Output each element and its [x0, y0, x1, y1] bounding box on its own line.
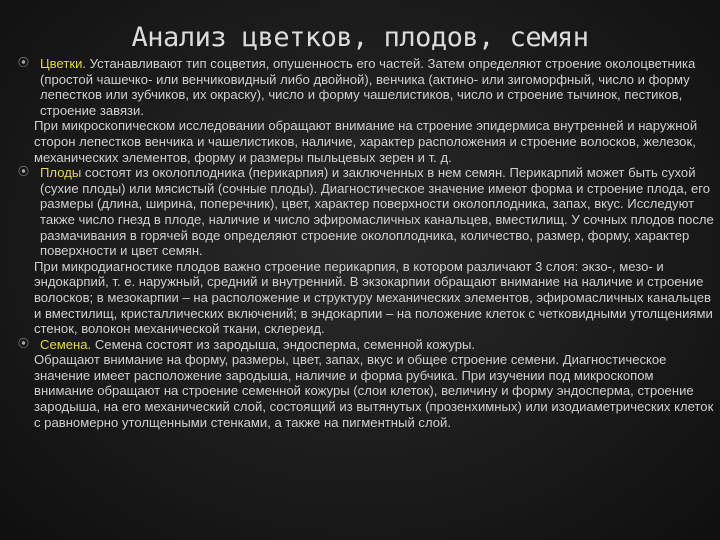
target-bullet-icon: ⦿	[18, 57, 29, 69]
paragraph-text: При микродиагностике плодов важно строение перикарпия, в котором различают 3 слоя: экзо-, мезо- и эндокарпий, т. е. наружный, средний и внутренний. В экзокарпии обращают внимание на наличие и строение волосков; в мезокарпии – на расположение и структуру механических элементов, эфиромасличных канальцев и вместилищ, кристаллических включений; в эндокарпии – на положение клеток с четковидными утолщениями стенок, волокон механической ткани, склереид.	[34, 258, 713, 337]
paragraph-text: При микроскопическом исследовании обращают внимание на строение эпидермиса внутренней и наружной сторон лепестков венчика и чашелистиков, наличие, характер расположения и строение волосков, железок, механических элементов, форму и размеры пыльцевых зерен и т. д.	[34, 118, 698, 165]
paragraph-text: состоят из околоплодника (перикарпия) и заключенных в нем семян. Перикарпий может быть сухой (сухие плоды) или мясистый (сочные плоды). Диагностическое значение имеют форма и строение плода, его размеры (длина, ширина, поперечник), цвет, характер поверхности околоплодника, запах, вкус. Исследуют также число гнезд в плоде, наличие и число эфиромасличных канальцев, вместилищ. У сочных плодов после размачивания в горячей воде определяют строение околоплодника, количество, размер, форму, характер поверхности и цвет семян.	[40, 165, 714, 259]
lead-in-seeds: Семена.	[40, 336, 92, 352]
paragraph-text: Семена состоят из зародыша, эндосперма, семенной кожуры.	[91, 336, 476, 352]
lead-in-fruits: Плоды	[40, 165, 82, 181]
paragraph-seeds-details	[18, 352, 714, 430]
paragraph-text: Устанавливают тип соцветия, опушенность его частей. Затем определяют строение околоцветника (простой чашечко- или венчиковидный либо двойной), венчика (актино- или зигоморфный, число и форму лепестков или зубчиков, их окраску), число и форму чашелистиков, число и строение тычинок, пестиков, строение завязи.	[40, 56, 696, 118]
target-bullet-icon: ⦿	[18, 337, 29, 350]
paragraph-seeds	[18, 337, 714, 353]
paragraph-flowers	[18, 56, 714, 118]
paragraph-text: Обращают внимание на форму, размеры, цвет, запах, вкус и общее строение семени. Диагностическое значение имеет расположение зародыша, наличие и форма рубчика. При изучении под микроскопом внимание обращают на строение семенной кожуры (слои клеток), величину и форму эндосперма, строение зародыша, на его механический слой, состоящий из вытянутых (прозенхимных) или изодиаметрических клеток с равномерно утолщенными стенками, а также на пигментный слой.	[34, 352, 714, 430]
target-bullet-icon: ⦿	[18, 166, 29, 179]
slide-body	[18, 56, 714, 430]
lead-in-flowers: Цветки.	[40, 56, 87, 71]
slide-title: Анализ цветков, плодов, семян	[131, 22, 589, 53]
paragraph-flowers-micro	[18, 118, 714, 165]
paragraph-fruits-micro	[18, 259, 714, 337]
paragraph-fruits	[18, 165, 714, 259]
